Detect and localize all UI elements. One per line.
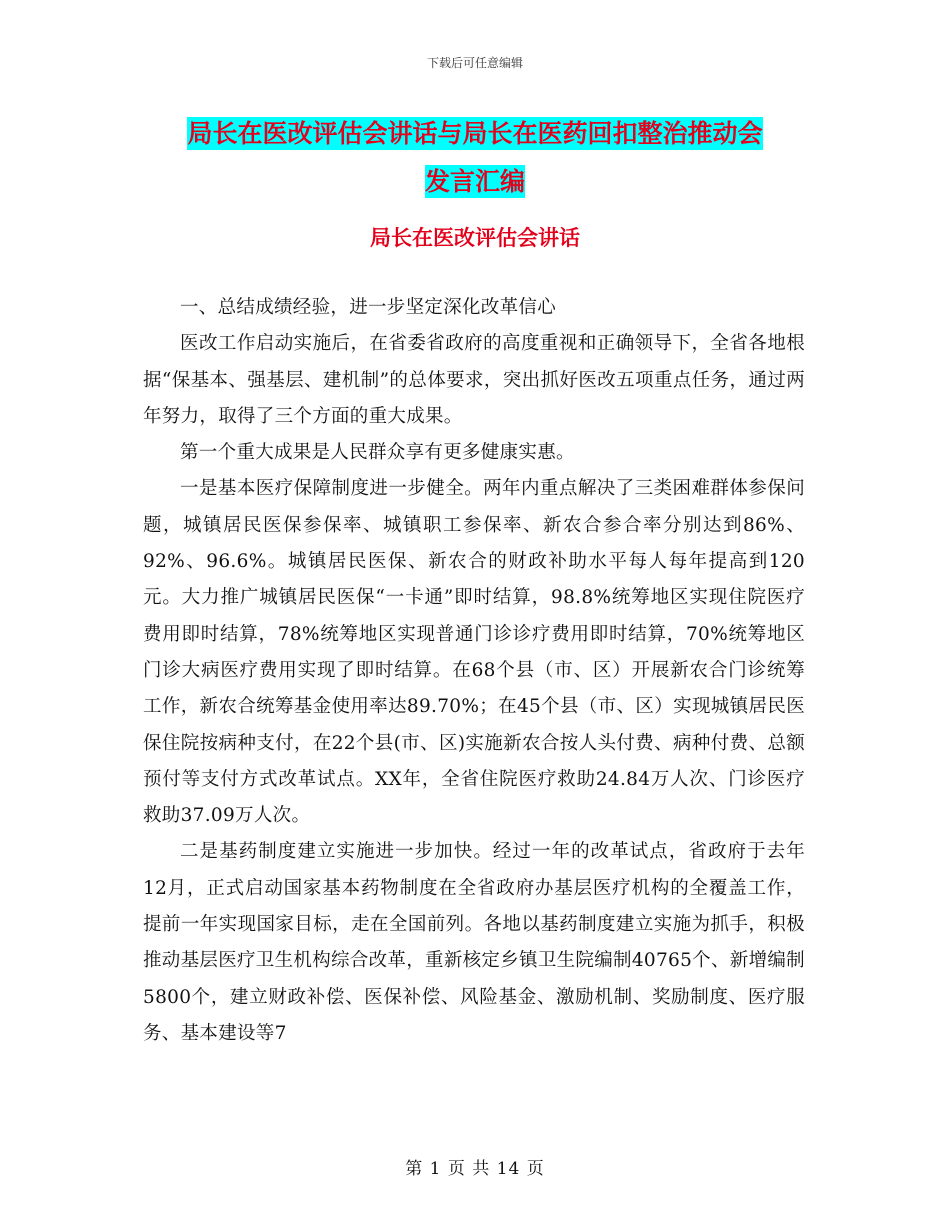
paragraph: 二是基药制度建立实施进一步加快。经过一年的改革试点，省政府于去年12月，正式启动国家基本药物制度在全省政府办基层医疗机构的全覆盖工作，提前一年实现国家目标，走在全国前列。各地以基药制度建立实施为抓手，积极推动基层医疗卫生机构综合改革，重新核定乡镇卫生院编制40765个、新增编制5800个，建立财政补偿、医保补偿、风险基金、激励机制、奖励制度、医疗服务、基本建设等7 <box>143 841 805 1044</box>
paragraph: 医改工作启动实施后，在省委省政府的高度重视和正确领导下，全省各地根据“保基本、强基层、建机制”的总体要求，突出抓好医改五项重点任务，通过两年努力，取得了三个方面的重大成果。 <box>143 333 805 427</box>
header-note: 下载后可任意编辑 <box>426 56 523 70</box>
document-title <box>110 110 840 206</box>
body-text <box>143 290 805 1052</box>
document-title-line-1: 局长在医改评估会讲话与局长在医药回扣整治推动会 <box>187 119 763 148</box>
section-title: 局长在医改评估会讲话 <box>370 226 580 250</box>
document-title-line-2: 发言汇编 <box>424 167 525 196</box>
paragraph: 一是基本医疗保障制度进一步健全。两年内重点解决了三类困难群体参保问题，城镇居民医保参保率、城镇职工参保率、新农合参合率分别达到86%、92%、96.6%。城镇居民医保、新农合的财政补助水平每人每年提高到120元。大力推广城镇居民医保“一卡通”即时结算，98.8%统筹地区实现住院医疗费用即时结算，78%统筹地区实现普通门诊诊疗费用即时结算，70%统筹地区门诊大病医疗费用实现了即时结算。在68个县（市、区）开展新农合门诊统筹工作，新农合统筹基金使用率达89.70%；在45个县（市、区）实现城镇居民医保住院按病种支付，在22个县(市、区)实施新农合按人头付费、病种付费、总额预付等支付方式改革试点。XX年，全省住院医疗救助24.84万人次、门诊医疗救助37.09万人次。 <box>143 478 805 827</box>
page-footer: 第 1 页 共 14 页 <box>405 1159 545 1179</box>
paragraph: 第一个重大成果是人民群众享有更多健康实惠。 <box>180 442 575 464</box>
paragraph-heading: 一、总结成绩经验，进一步坚定深化改革信心 <box>180 297 557 318</box>
